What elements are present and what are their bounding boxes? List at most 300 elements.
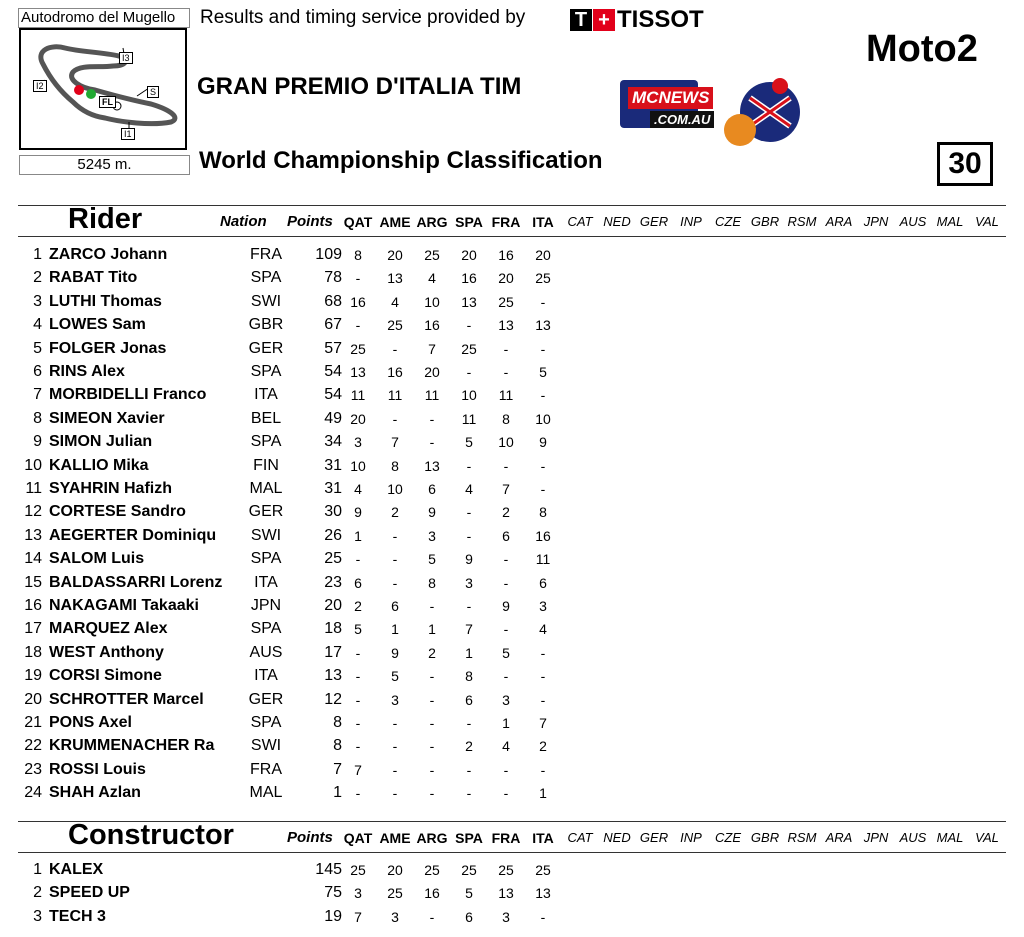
constructor-round-header-arg: ARG [416, 830, 448, 846]
rider-round-header-cze: CZE [715, 214, 741, 229]
map-label-s: S [147, 86, 159, 98]
page-number: 30 [937, 142, 993, 186]
rider-points: 26 [324, 526, 342, 544]
rider-round-points: 7 [502, 481, 510, 497]
rider-round-points: 6 [391, 598, 399, 614]
constructor-round-header-jpn: JPN [863, 830, 889, 845]
rider-position: 18 [24, 643, 42, 661]
rider-round-points: 20 [350, 410, 366, 427]
rider-round-points: 7 [539, 715, 547, 731]
rider-round-points: - [540, 691, 546, 708]
rider-position: 11 [25, 480, 42, 497]
rider-round-points: - [466, 761, 472, 778]
rider-row [0, 316, 1024, 339]
rider-round-points: 6 [354, 574, 362, 591]
rider-row [0, 667, 1024, 690]
constructor-round-header-mal: MAL [936, 830, 964, 845]
rider-round-points: 6 [465, 691, 473, 708]
circuit-name: Autodromo del Mugello [18, 8, 190, 28]
rider-position: 7 [33, 386, 42, 404]
tissot-logo [570, 8, 704, 32]
rider-round-header-qat: QAT [343, 214, 373, 230]
rider-round-points: - [540, 668, 546, 685]
rider-round-header-fra: FRA [491, 214, 521, 230]
constructor-position: 1 [33, 861, 42, 878]
rider-name: NAKAGAMI Takaaki [49, 597, 199, 614]
rider-round-points: 8 [391, 457, 399, 474]
constructor-round-points: 20 [387, 862, 403, 878]
rider-row [0, 574, 1024, 597]
rider-round-points: 7 [354, 761, 362, 778]
rider-round-points: 11 [461, 410, 477, 427]
rider-position: 17 [24, 620, 42, 638]
rider-round-header-rsm: RSM [787, 214, 817, 229]
rider-points: 49 [324, 409, 342, 427]
rider-name: SIMON Julian [49, 433, 153, 451]
rider-round-points: 3 [391, 691, 399, 708]
rider-round-header-ara: ARA [825, 214, 853, 229]
constructor-name: SPEED UP [49, 884, 130, 902]
rider-row [0, 644, 1024, 667]
rider-nation: GBR [248, 316, 284, 334]
rider-round-header-aus: AUS [899, 214, 927, 229]
rider-round-points: - [466, 317, 472, 334]
rider-round-points: 20 [498, 270, 514, 287]
rider-round-points: 4 [465, 481, 473, 497]
constructor-round-header-ita: ITA [532, 830, 554, 846]
rider-round-points: - [503, 364, 509, 380]
rider-round-points: - [355, 691, 361, 708]
rider-round-points: - [392, 738, 398, 755]
rider-round-points: 5 [391, 668, 399, 685]
constructor-name: KALEX [49, 861, 104, 878]
rider-nation: SPA [250, 714, 282, 731]
rider-position: 15 [24, 573, 42, 591]
logo-text-secondary: .COM.AU [650, 111, 714, 128]
rider-round-points: - [392, 551, 398, 568]
rider-round-points: 25 [498, 293, 514, 310]
constructor-heading: Constructor [68, 819, 234, 851]
rider-round-points: - [466, 785, 472, 802]
rider-name: WEST Anthony [49, 643, 164, 661]
rider-name: MORBIDELLI Franco [49, 386, 207, 404]
rider-nation: BEL [250, 409, 282, 427]
rider-name: KALLIO Mika [49, 456, 149, 474]
rider-round-points: 25 [350, 340, 366, 357]
rider-position: 22 [24, 737, 42, 755]
rider-round-points: 3 [539, 598, 547, 614]
constructor-round-header-val: VAL [975, 830, 999, 845]
rider-round-points: 20 [424, 364, 440, 380]
rider-round-points: 7 [465, 621, 473, 638]
rider-round-points: 25 [387, 317, 403, 334]
rider-round-points: - [503, 457, 509, 474]
constructor-round-points: 25 [535, 862, 551, 878]
rider-round-points: - [466, 457, 472, 474]
rider-points: 7 [333, 760, 342, 778]
rider-round-points: 5 [502, 644, 510, 661]
rider-points: 1 [333, 784, 342, 802]
rider-round-points: 16 [387, 364, 403, 380]
rider-round-points: - [540, 387, 546, 404]
rider-round-points: 16 [350, 293, 366, 310]
rider-round-points: 1 [391, 621, 399, 638]
rider-round-points: - [355, 551, 361, 568]
rider-round-points: 6 [539, 574, 547, 591]
rider-position: 10 [24, 456, 42, 474]
rider-points: 68 [324, 292, 342, 310]
rider-round-points: - [429, 668, 435, 685]
rider-nation: SPA [250, 363, 282, 380]
rider-round-points: - [355, 270, 361, 287]
constructor-round-header-gbr: GBR [750, 830, 780, 845]
rider-name: CORSI Simone [49, 667, 162, 685]
constructor-round-header-fra: FRA [491, 830, 521, 846]
rider-round-points: 3 [502, 691, 510, 708]
rider-position: 24 [24, 784, 42, 802]
rider-round-points: 10 [424, 293, 440, 310]
rider-round-points: 3 [428, 527, 436, 544]
rider-round-points: 6 [428, 481, 436, 497]
rider-row [0, 340, 1024, 363]
rider-row [0, 269, 1024, 292]
rider-nation: FRA [250, 760, 282, 778]
rider-round-points: 25 [535, 270, 551, 287]
rider-name: ZARCO Johann [49, 246, 168, 263]
rider-nation: GER [248, 339, 284, 357]
rider-row [0, 363, 1024, 386]
rider-round-points: 16 [498, 247, 514, 263]
swiss-cross-icon: + [593, 9, 615, 31]
rider-name: KRUMMENACHER Ra [49, 737, 215, 755]
rider-round-points: 4 [428, 270, 436, 287]
rider-points: 31 [324, 456, 342, 474]
rider-round-header-arg: ARG [416, 214, 448, 230]
rider-round-points: - [503, 761, 509, 778]
rider-round-points: - [429, 785, 435, 802]
rider-row [0, 480, 1024, 503]
rider-round-points: - [429, 598, 435, 614]
constructor-name: TECH 3 [49, 907, 106, 925]
rider-round-points: 5 [354, 621, 362, 638]
rider-points: 54 [324, 363, 342, 380]
rider-round-points: - [466, 504, 472, 521]
rider-name: SCHROTTER Marcel [49, 690, 204, 708]
rider-nation: FIN [253, 456, 279, 474]
rider-nation: SWI [250, 292, 282, 310]
constructor-round-header-cze: CZE [715, 830, 741, 845]
rider-round-points: - [355, 668, 361, 685]
rider-points: 20 [324, 597, 342, 614]
rider-nation: GER [248, 503, 284, 521]
rider-round-points: 5 [465, 434, 473, 451]
rider-round-points: 9 [502, 598, 510, 614]
rider-round-header-inp: INP [680, 214, 702, 229]
rider-round-points: - [540, 457, 546, 474]
rider-nation: MAL [249, 480, 283, 497]
constructor-round-points: - [429, 908, 435, 925]
rider-round-points: - [355, 317, 361, 334]
rider-position: 23 [24, 760, 42, 778]
rider-round-header-val: VAL [975, 214, 999, 229]
timing-credit: Results and timing service provided by [200, 7, 526, 28]
rider-round-points: - [429, 715, 435, 731]
rider-round-points: 3 [465, 574, 473, 591]
rider-position: 16 [24, 597, 42, 614]
rider-nation: SPA [250, 620, 282, 638]
constructor-round-points: 3 [502, 908, 510, 925]
rider-round-points: 2 [502, 504, 510, 521]
constructor-round-header-ame: AME [379, 830, 411, 846]
rider-round-points: - [503, 668, 509, 685]
rider-round-points: 10 [461, 387, 477, 404]
constructor-round-points: 5 [465, 885, 473, 902]
rider-round-points: - [392, 527, 398, 544]
map-label-i2: I2 [33, 80, 47, 92]
constructor-row [0, 908, 1024, 931]
rider-round-points: 8 [354, 247, 362, 263]
rider-round-points: 13 [498, 317, 514, 334]
rider-position: 1 [33, 246, 42, 263]
rider-round-points: 9 [354, 504, 362, 521]
rider-round-points: 16 [461, 270, 477, 287]
rider-round-points: 11 [498, 387, 514, 404]
rider-bottom-rule [18, 236, 1006, 237]
constructor-round-header-ned: NED [603, 830, 631, 845]
rider-round-points: 9 [465, 551, 473, 568]
rider-round-points: 4 [539, 621, 547, 638]
rider-round-points: - [503, 340, 509, 357]
rider-name: SHAH Azlan [49, 784, 141, 802]
rider-round-points: - [540, 761, 546, 778]
rider-nation: SPA [250, 269, 282, 287]
rider-round-points: - [355, 738, 361, 755]
rider-row [0, 503, 1024, 526]
rider-row [0, 386, 1024, 409]
rider-position: 20 [24, 690, 42, 708]
rider-round-points: 2 [391, 504, 399, 521]
rider-round-points: 8 [465, 668, 473, 685]
constructor-points-header: Points [287, 829, 333, 846]
rider-row [0, 597, 1024, 620]
rider-round-points: - [540, 340, 546, 357]
constructor-round-header-spa: SPA [455, 830, 483, 846]
rider-round-points: - [540, 481, 546, 497]
rider-row [0, 293, 1024, 316]
constructor-round-header-inp: INP [680, 830, 702, 845]
rider-round-header-ita: ITA [532, 214, 554, 230]
map-label-i3: I3 [119, 52, 133, 64]
rider-round-points: 4 [354, 481, 362, 497]
rider-row [0, 246, 1024, 269]
rider-row [0, 737, 1024, 760]
constructor-round-points: 25 [424, 862, 440, 878]
rider-round-points: 7 [428, 340, 436, 357]
rider-round-points: 1 [465, 644, 473, 661]
rider-row [0, 550, 1024, 573]
rider-round-points: 13 [535, 317, 551, 334]
rider-row [0, 457, 1024, 480]
rider-round-points: - [392, 715, 398, 731]
rider-points: 12 [324, 690, 342, 708]
rider-row [0, 410, 1024, 433]
rider-round-points: 4 [502, 738, 510, 755]
rider-name: FOLGER Jonas [49, 339, 167, 357]
rider-nation: SPA [250, 550, 282, 568]
rider-round-points: 2 [428, 644, 436, 661]
rider-round-points: - [466, 715, 472, 731]
rider-points: 8 [333, 737, 342, 755]
rider-round-points: 9 [428, 504, 436, 521]
rider-points: 18 [324, 620, 342, 638]
rider-round-points: 13 [387, 270, 403, 287]
rider-name: SALOM Luis [49, 550, 145, 568]
rider-round-points: 9 [391, 644, 399, 661]
rider-round-points: - [503, 785, 509, 802]
rider-name: ROSSI Louis [49, 760, 146, 778]
rider-points: 109 [315, 246, 342, 263]
rider-name: RINS Alex [49, 363, 125, 380]
constructor-bottom-rule [18, 852, 1006, 853]
rider-round-points: - [392, 410, 398, 427]
constructor-row [0, 861, 1024, 884]
rider-row [0, 784, 1024, 807]
rider-name: AEGERTER Dominiqu [49, 526, 217, 544]
rider-name: RABAT Tito [49, 269, 138, 287]
rider-name: CORTESE Sandro [49, 503, 186, 521]
rider-round-points: 10 [535, 410, 551, 427]
rider-round-points: 10 [498, 434, 514, 451]
constructor-round-points: 3 [354, 885, 362, 902]
rider-round-points: - [355, 644, 361, 661]
rider-round-points: - [429, 761, 435, 778]
rider-round-points: - [392, 761, 398, 778]
rider-row [0, 433, 1024, 456]
tissot-wordmark: TISSOT [617, 6, 704, 33]
rider-row [0, 691, 1024, 714]
rider-round-points: - [392, 574, 398, 591]
rider-round-points: 7 [391, 434, 399, 451]
constructor-round-points: 25 [461, 862, 477, 878]
constructor-round-header-ger: GER [639, 830, 669, 845]
rider-name: MARQUEZ Alex [49, 620, 168, 638]
rider-points: 25 [324, 550, 342, 568]
constructor-round-points: - [540, 908, 546, 925]
rider-round-points: 10 [350, 457, 366, 474]
rider-round-points: 5 [428, 551, 436, 568]
rider-round-points: 8 [502, 410, 510, 427]
rider-round-points: - [355, 715, 361, 731]
rider-round-points: - [429, 410, 435, 427]
rider-round-points: 1 [354, 527, 362, 544]
map-label-i1: I1 [121, 128, 135, 140]
rider-round-header-ger: GER [639, 214, 669, 229]
rider-nation: ITA [254, 386, 278, 404]
rider-position: 14 [24, 550, 42, 568]
constructor-round-points: 25 [350, 862, 366, 878]
rider-round-points: - [503, 621, 509, 638]
rider-round-points: 20 [461, 247, 477, 263]
rider-name: LOWES Sam [49, 316, 146, 334]
rider-round-points: 20 [535, 247, 551, 263]
rider-round-points: - [429, 691, 435, 708]
rider-nation: SWI [250, 526, 282, 544]
rider-position: 3 [33, 292, 42, 310]
rider-points: 57 [324, 339, 342, 357]
rider-round-points: 3 [354, 434, 362, 451]
rider-round-header-cat: CAT [567, 214, 593, 229]
rider-round-points: 16 [424, 317, 440, 334]
rider-points: 23 [324, 573, 342, 591]
rider-round-points: 13 [424, 457, 440, 474]
map-label-fl: FL [99, 96, 116, 108]
constructor-round-header-qat: QAT [343, 830, 373, 846]
rider-round-header-ned: NED [603, 214, 631, 229]
event-title: GRAN PREMIO D'ITALIA TIM [197, 73, 522, 100]
rider-position: 6 [33, 363, 42, 380]
rider-round-points: - [392, 340, 398, 357]
rider-round-points: 5 [539, 364, 547, 380]
rider-nation: GER [248, 690, 284, 708]
rider-nation: MAL [249, 784, 283, 802]
constructor-round-points: 3 [391, 908, 399, 925]
rider-round-points: - [392, 785, 398, 802]
rider-round-points: 13 [461, 293, 477, 310]
rider-name: PONS Axel [49, 714, 132, 731]
points-header: Points [287, 213, 333, 230]
constructor-round-points: 6 [465, 908, 473, 925]
rider-round-points: - [429, 738, 435, 755]
rider-name: LUTHI Thomas [49, 292, 162, 310]
nation-header: Nation [220, 213, 267, 230]
constructor-row [0, 884, 1024, 907]
rider-round-points: - [355, 785, 361, 802]
constructor-round-points: 16 [424, 885, 440, 902]
rider-position: 12 [24, 503, 42, 521]
rider-position: 13 [24, 526, 42, 544]
rider-round-points: - [466, 598, 472, 614]
circuit-length: 5245 m. [19, 155, 190, 175]
rider-nation: FRA [250, 246, 282, 263]
rider-row [0, 620, 1024, 643]
rider-row [0, 714, 1024, 737]
rider-round-points: 1 [428, 621, 436, 638]
rider-round-points: 2 [539, 738, 547, 755]
rider-round-points: 9 [539, 434, 547, 451]
rider-nation: JPN [250, 597, 282, 614]
rider-round-points: 11 [387, 387, 403, 404]
rider-round-header-mal: MAL [936, 214, 964, 229]
tissot-t-icon: T [570, 9, 592, 31]
class-title: Moto2 [866, 28, 978, 70]
rider-nation: SPA [250, 433, 282, 451]
rider-nation: AUS [249, 643, 283, 661]
rider-round-points: 10 [387, 481, 403, 497]
rider-round-points: - [503, 574, 509, 591]
logo-text-primary: MCNEWS [628, 87, 713, 109]
rider-points: 67 [324, 316, 342, 334]
rider-round-points: 25 [424, 247, 440, 263]
rider-name: BALDASSARRI Lorenz [49, 573, 223, 591]
constructor-round-header-aus: AUS [899, 830, 927, 845]
rider-round-points: - [466, 364, 472, 380]
rider-row [0, 527, 1024, 550]
circuit-map [19, 28, 187, 150]
rider-round-header-ame: AME [379, 214, 411, 230]
rider-position: 9 [33, 433, 42, 451]
classification-title: World Championship Classification [199, 147, 603, 174]
rider-round-points: 11 [424, 387, 440, 404]
